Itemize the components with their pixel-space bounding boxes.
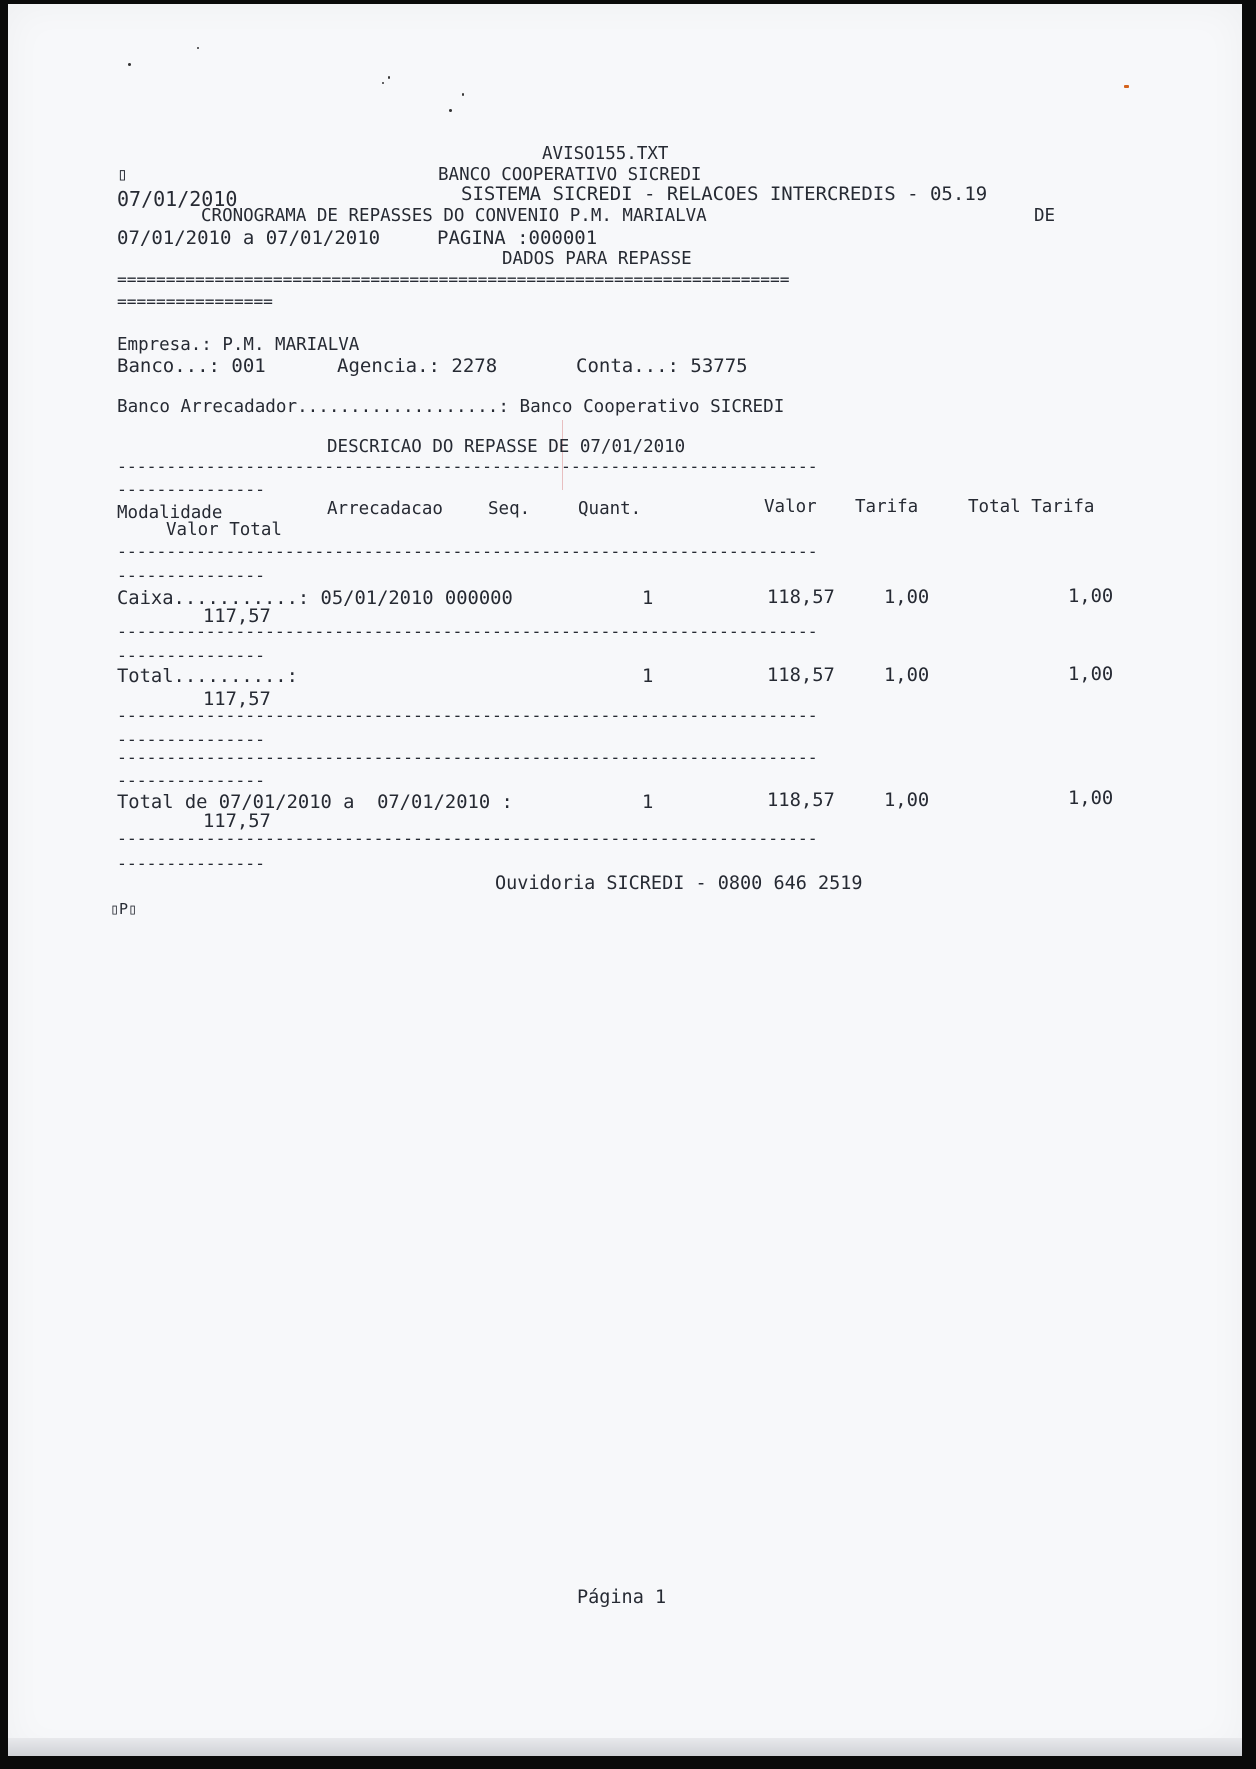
row-tarifa: 1,00 [884, 587, 930, 608]
row-valor-total: 117,57 [203, 811, 271, 832]
row-valor-total: 117,57 [203, 689, 271, 710]
separator-dashes: ----------------------------------------------------------------------- [117, 542, 818, 561]
separator-dashes: ----------------------------------------------------------------------- [117, 829, 818, 848]
col-valor-total: Valor Total [166, 520, 282, 540]
row-label: Total de 07/01/2010 a 07/01/2010 : [117, 792, 513, 813]
scan-speck [462, 93, 464, 96]
col-quant: Quant. [578, 499, 642, 519]
col-modalidade: Modalidade [117, 503, 223, 523]
row-total-tarifa: 1,00 [1068, 664, 1114, 685]
row-label: Caixa...........: 05/01/2010 000000 [117, 588, 513, 609]
row-label: Total..........: [117, 666, 298, 687]
cronograma-line: CRONOGRAMA DE REPASSES DO CONVENIO P.M. MARIALVA [201, 206, 707, 226]
scan-speck [382, 82, 384, 84]
row-tarifa: 1,00 [884, 665, 930, 686]
row-quant: 1 [642, 792, 654, 813]
empresa-line: Empresa.: P.M. MARIALVA [117, 335, 360, 355]
dados-para-repasse: DADOS PARA REPASSE [502, 249, 692, 269]
banco-arrecadador: Banco Arrecadador...................: Banco Cooperativo SICREDI [117, 397, 785, 417]
col-seq: Seq. [488, 499, 531, 519]
separator-equals: ===================================================================== [117, 270, 790, 289]
scan-speck [388, 76, 390, 79]
scan-speck [128, 63, 131, 66]
scan-speck [197, 47, 199, 49]
descricao-repasse: DESCRICAO DO REPASSE DE 07/01/2010 [327, 437, 686, 457]
scan-speck [449, 109, 452, 112]
row-valor-total: 117,57 [203, 606, 271, 627]
separator-equals: ================ [117, 292, 273, 311]
row-valor: 118,57 [767, 790, 835, 811]
row-quant: 1 [642, 588, 654, 609]
conta: Conta...: 53775 [576, 355, 748, 377]
separator-dashes: ----------------------------------------------------------------------- [117, 748, 818, 767]
header-marker: ▯ [117, 165, 128, 185]
pagina: PAGINA :000001 [437, 227, 598, 249]
row-total-tarifa: 1,00 [1068, 586, 1114, 607]
col-arrecadacao: Arrecadacao [327, 499, 443, 519]
separator-dashes: ----------------------------------------------------------------------- [117, 622, 818, 641]
file-name: AVISO155.TXT [542, 144, 669, 164]
separator-dashes: --------------- [117, 854, 266, 873]
separator-dashes: --------------- [117, 730, 266, 749]
report-date: 07/01/2010 [117, 187, 238, 211]
row-valor: 118,57 [767, 665, 835, 686]
separator-dashes: --------------- [117, 646, 266, 665]
separator-dashes: --------------- [117, 480, 266, 499]
page-bottom-edge [8, 1738, 1242, 1756]
bank-name: BANCO COOPERATIVO SICREDI [438, 165, 702, 185]
col-tarifa: Tarifa [855, 497, 919, 517]
separator-dashes: ----------------------------------------------------------------------- [117, 706, 818, 725]
separator-dashes: ----------------------------------------------------------------------- [117, 457, 818, 476]
periodo: 07/01/2010 a 07/01/2010 [117, 227, 381, 249]
col-total-tarifa: Total Tarifa [968, 497, 1095, 517]
page-number: Página 1 [577, 1587, 667, 1608]
row-total-tarifa: 1,00 [1068, 788, 1114, 809]
separator-dashes: --------------- [117, 771, 266, 790]
col-valor: Valor [764, 497, 817, 517]
ouvidoria-contact: Ouvidoria SICREDI - 0800 646 2519 [495, 873, 863, 894]
row-tarifa: 1,00 [884, 790, 930, 811]
scan-speck [1124, 85, 1129, 88]
banco-code: Banco...: 001 [117, 355, 266, 377]
page-break-marker: ▯P▯ [110, 900, 138, 918]
row-valor: 118,57 [767, 587, 835, 608]
agencia: Agencia.: 2278 [337, 355, 498, 377]
row-quant: 1 [642, 666, 654, 687]
de-label: DE [1034, 206, 1056, 226]
system-line: SISTEMA SICREDI - RELACOES INTERCREDIS - 05.19 [461, 183, 988, 205]
separator-dashes: --------------- [117, 566, 266, 585]
